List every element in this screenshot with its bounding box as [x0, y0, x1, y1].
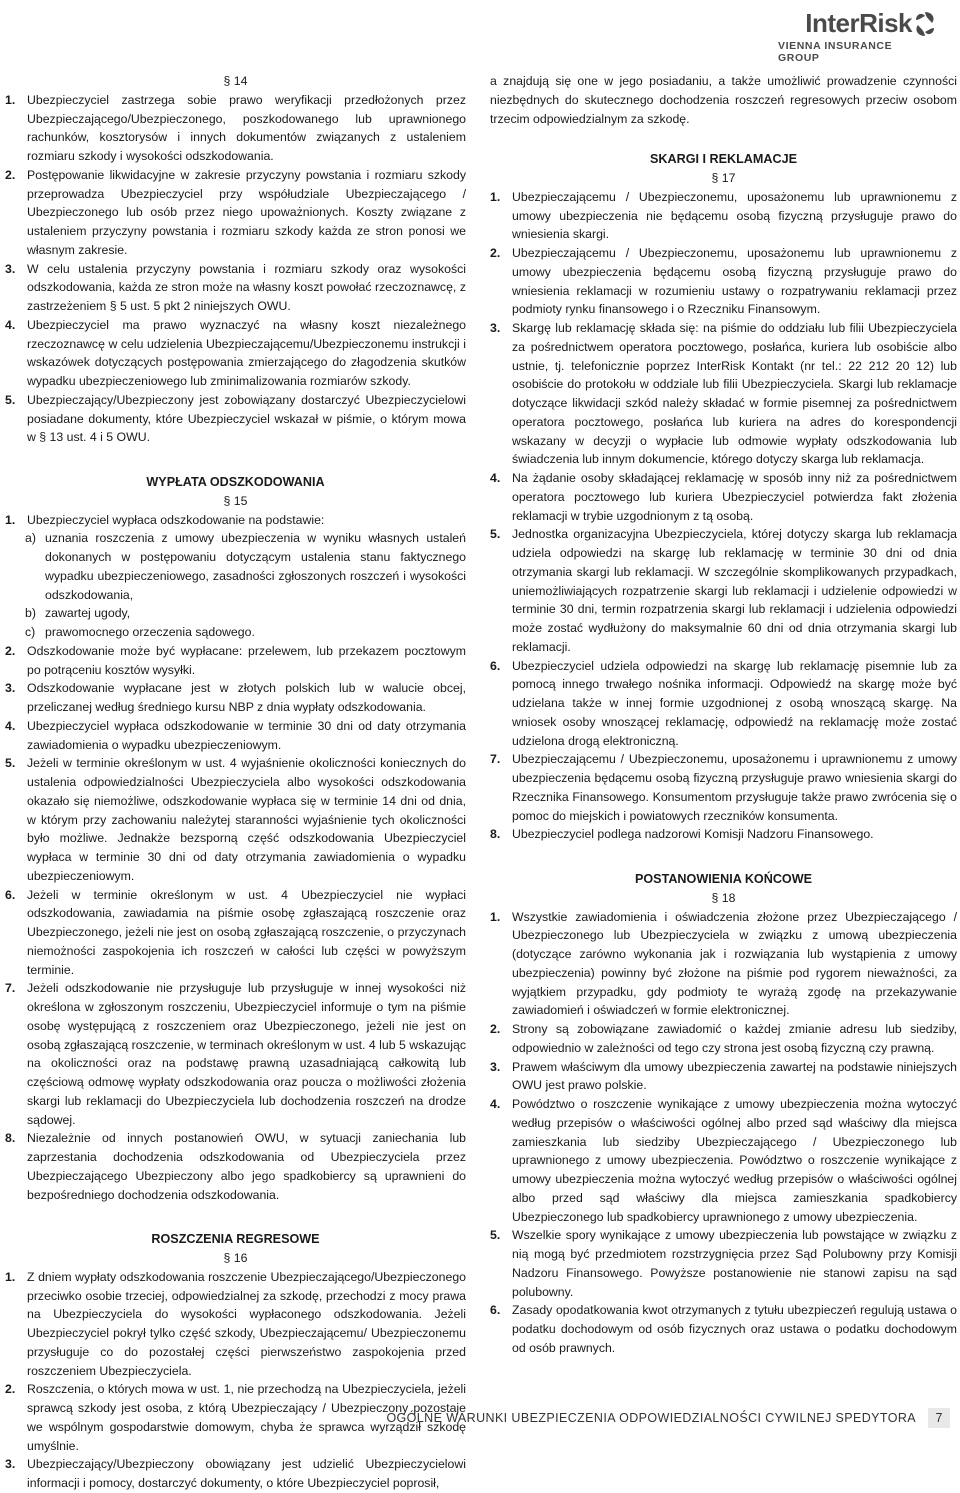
continued-paragraph: a znajdują się one w jego posiadaniu, a także umożliwić prowadzenie czynności niezbędnych do skutecznego dochodzenia roszczeń regresowych przeciw osobom trzecim odpowiedzialnym za szkodę. — [490, 74, 957, 126]
logo-subtitle: VIENNA INSURANCE GROUP — [778, 40, 893, 64]
list-item: 4. Na żądanie osoby składającej reklamację w sposób inny niż za pośrednictwem operatora pocztowego lub kuriera Ubezpieczyciel potwierdza fakt złożenia reklamacji w trybie uzgodnionym z tą osobą. — [490, 471, 957, 523]
list-item: 3. Skargę lub reklamację składa się: na piśmie do oddziału lub filii Ubezpieczyciela za pośrednictwem operatora pocztowego, posłańca, kuriera lub osobiście albo ustnie, tj. telefonicznie poprzez InterRisk Kontakt (nr tel.: 22 212 20 12) lub osobiście do protokołu w oddziale lub filii Ubezpieczyciela. Skargi lub reklamacje dotyczące likwidacji szkód należy składać w formie pisemnej za pośrednictwem operatora pocztowego, posłańca lub kuriera na adres do korespondencji wskazany w decyzji o wypłacie lub odmowie wypłaty odszkodowania lub świadczenia lub innym dokumencie, którego dotyczy skarga lub reklamacja. — [490, 321, 957, 467]
section-title-roszczenia: ROSZCZENIA REGRESOWE — [151, 1232, 320, 1247]
section-title-wyplata: WYPŁATA ODSZKODOWANIA — [146, 475, 325, 489]
list-item: 2. Ubezpieczającemu / Ubezpieczonemu, uposażonemu lub uprawnionemu z umowy ubezpieczenia będącemu osobą fizyczną przysługuje prawo do wniesienia reklamacji w rozumieniu ustawy o rozpatrywaniu reklamacji przez podmioty rynku finansowego i o Rzeczniku Finansowym. — [490, 246, 957, 317]
leaf-logo-icon — [912, 10, 938, 38]
section-17-label: § 17 — [711, 171, 736, 185]
logo-name: InterRisk — [805, 8, 912, 38]
list-item: 4. Powództwo o roszczenie wynikające z umowy ubezpieczenia można wytoczyć według przepisów o właściwości ogólnej albo przed sąd właściwy dla miejsca zamieszkania lub siedziby Ubezpieczającego / Ubezpieczonego lub uprawnionego z umowy ubezpieczenia. Powództwo o roszczenie wynikające z umowy ubezpieczenia można wytoczyć według przepisów o właściwości ogólnej albo przed sąd właściwy dla miejsca zamieszkania spadkobiercy Ubezpieczonego lub spadkobiercy uprawnionego z umowy ubezpieczenia. — [490, 1097, 957, 1224]
list-item: 5. Jeżeli w terminie określonym w ust. 4 wyjaśnienie okoliczności koniecznych do ustalenia odpowiedzialności Ubezpieczyciela albo wysokości odszkodowania okazało się niemożliwe, odszkodowanie wypłaca się w terminie 14 dni od dnia, w którym przy zachowaniu należytej staranności wyjaśnienie tych okoliczności było możliwe. Jednakże bezsporną część odszkodowania Ubezpieczyciel wypłaca w terminie 30 dni od daty otrzymania zawiadomienia o wypadku ubezpieczeniowym. — [5, 756, 466, 883]
section-14-list — [5, 91, 466, 447]
list-item: 5. Ubezpieczający/Ubezpieczony jest zobowiązany dostarczyć Ubezpieczycielowi posiadane dokumenty, które Ubezpieczyciel wskazał w piśmie, o którym mowa w § 13 ust. 4 i 5 OWU. — [5, 392, 466, 445]
list-item: 1. Wszystkie zawiadomienia i oświadczenia złożone przez Ubezpieczającego / Ubezpieczonego lub Ubezpieczyciela w związku z umową ubezpieczenia (dotyczące zarówno wykonania jak i rozwiązania lub wystąpienia z umowy ubezpieczenia) powinny być złożone na piśmie pod rygorem nieważności, za wyjątkiem przypadku, gdy podmioty te wyrażą zgodę na przekazywanie zawiadomień i oświadczeń w formie elektronicznej. — [490, 909, 957, 1018]
list-item: 6. Zasady opodatkowania kwot otrzymanych z tytułu ubezpieczeń regulują ustawa o podatku dochodowym od osób fizycznych oraz ustawa o podatku dochodowym od osób prawnych. — [490, 1303, 957, 1355]
list-item: 2. Strony są zobowiązane zawiadomić o każdej zmianie adresu lub siedziby, odpowiednio w zależności od tego czy strona jest osobą fizyczną czy prawną. — [490, 1022, 957, 1055]
list-item: 4. Ubezpieczyciel wypłaca odszkodowanie w terminie 30 dni od daty otrzymania zawiadomienia o wypadku ubezpieczeniowym. — [5, 718, 466, 752]
list-item: 1. Ubezpieczyciel wypłaca odszkodowanie na podstawie: — [5, 512, 325, 527]
sub-item: a) uznania roszczenia z umowy ubezpieczenia w wyniku własnych ustaleń dokonanych w postępowaniu dotyczącym ustalenia stanu faktycznego wypadku ubezpieczeniowego, zasadności zgłoszonych roszczeń i wysokości odszkodowania, — [25, 531, 466, 602]
list-item: 3. W celu ustalenia przyczyny powstania i rozmiaru szkody oraz wysokości odszkodowania, każda ze stron może na własny koszt powołać rzeczoznawcę, z zastrzeżeniem § 5 ust. 5 pkt 2 niniejszych OWU. — [5, 261, 466, 313]
page-footer — [386, 1407, 950, 1429]
right-column — [490, 72, 957, 1358]
list-item: 7. Jeżeli odszkodowanie nie przysługuje lub przysługuje w innej wysokości niż określona w zgłoszonym roszczeniu, Ubezpieczyciel informuje o tym na piśmie osobę występującą z roszczeniem oraz Ubezpieczonego, jeżeli nie jest on osobą zgłaszającą roszczenie, w terminach określonym w ust. 4 lub 5 wskazując na okoliczności oraz na podstawę prawną uzasadniającą całkowitą lub częściową odmowę wypłaty odszkodowania oraz poucza o możliwości złożenia skargi lub reklamacji do Ubezpieczyciela lub dochodzenia roszczeń na drodze sądowej. — [5, 981, 466, 1127]
list-item: 6. Jeżeli w terminie określonym w ust. 4 Ubezpieczyciel nie wypłaci odszkodowania, zawiadamia na piśmie osobę zgłaszającą roszczenie oraz Ubezpieczonego, jeżeli nie jest on osobą zgłaszającą roszczenie, o przyczynach niemożności zaspokojenia ich roszczeń w całości lub części w powyższym terminie. — [5, 887, 466, 977]
list-item: 8. Ubezpieczyciel podlega nadzorowi Komisji Nadzoru Finansowego. — [490, 827, 874, 842]
interrisk-logo — [778, 6, 948, 64]
sub-item: c) prawomocnego orzeczenia sądowego. — [25, 625, 255, 639]
list-item: 3. Ubezpieczający/Ubezpieczony obowiązany jest udzielić Ubezpieczycielowi informacji i pomocy, dostarczyć dokumenty, o które Ubezpieczyciel poprosił, — [5, 1457, 466, 1490]
list-item: 2. Roszczenia, o których mowa w ust. 1, nie przechodzą na Ubezpieczyciela, jeżeli sprawcą szkody jest osoba, z którą Ubezpieczający / Ubezpieczony pozostaje we wspólnym gospodarstwie domowym, chyba że sprawca wyrządził szkodę umyślnie. — [5, 1382, 466, 1453]
list-item: 3. Prawem właściwym dla umowy ubezpieczenia zawartej na podstawie niniejszych OWU jest prawo polskie. — [490, 1059, 957, 1093]
document-title: OGÓLNE WARUNKI UBEZPIECZENIA ODPOWIEDZIALNOŚCI CYWILNEJ SPEDYTORA — [386, 1411, 916, 1425]
section-15-label: § 15 — [223, 493, 248, 508]
section-18-label: § 18 — [711, 890, 736, 905]
list-item: 1. Ubezpieczającemu / Ubezpieczonemu, uposażonemu lub uprawnionemu z umowy ubezpieczenia nie będącemu osobą fizyczną przysługuje prawo do wniesienia skargi. — [490, 189, 957, 242]
list-item: 1. Z dniem wypłaty odszkodowania roszczenie Ubezpieczającego/Ubezpieczonego przeciwko osobie trzeciej, odpowiedzialnej za szkodę, przechodzi z mocy prawa na Ubezpieczyciela do wysokości wypłaconego odszkodowania. Jeżeli Ubezpieczyciel pokrył tylko część szkody, Ubezpieczającemu/ Ubezpieczonemu przysługuje co do pozostałej części pierwszeństwo zaspokojenia przed roszczeniem Ubezpieczyciela. — [5, 1269, 466, 1378]
list-item: 6. Ubezpieczyciel udziela odpowiedzi na skargę lub reklamację pisemnie lub za pomocą innego trwałego nośnika informacji. Odpowiedź na skargę może być udzielana także w innej formie uzgodnionej z osobą wnoszącą skargę. Na wniosek osoby wnoszącej reklamację, odpowiedź na reklamację może zostać udzielona drogą elektroniczną. — [490, 658, 957, 748]
list-item: 4. Ubezpieczyciel ma prawo wyznaczyć na własny koszt niezależnego rzeczoznawcę w celu udzielenia Ubezpieczającemu/Ubezpieczonemu instrukcji i wskazówek dotyczących postępowania zmierzającego do złagodzenia skutków wypadku ubezpieczeniowego lub zminimalizowania rozmiarów szkody. — [5, 317, 466, 388]
sub-item: b) zawartej ugody, — [25, 606, 131, 621]
list-item: 2. Odszkodowanie może być wypłacane: przelewem, lub przekazem pocztowym po potrąceniu kosztów wysyłki. — [5, 643, 466, 677]
list-item: 8. Niezależnie od innych postanowień OWU, w sytuacji zaniechania lub zaprzestania dochodzenia odszkodowania od Ubezpieczyciela przez Ubezpieczającego Ubezpieczony albo jego spadkobiercy są uprawnieni do bezpośredniego dochodzenia odszkodowania. — [5, 1131, 466, 1202]
list-item: 2. Postępowanie likwidacyjne w zakresie przyczyny powstania i rozmiaru szkody przeprowadza Ubezpieczyciel przy współudziale Ubezpieczającego / Ubezpieczonego lub osób przez niego upoważnionych. Koszty związane z ustaleniem przyczyny powstania i rozmiaru szkody każda ze stron ponosi we własnym zakresie. — [5, 167, 466, 257]
left-column — [5, 72, 466, 1493]
section-title-postanowienia: POSTANOWIENIA KOŃCOWE — [634, 872, 812, 886]
section-16-label: § 16 — [223, 1251, 248, 1265]
page-number: 7 — [928, 1408, 950, 1428]
list-item: 5. Jednostka organizacyjna Ubezpieczyciela, której dotyczy skarga lub reklamacja udziela odpowiedzi na skargę lub reklamację w terminie 30 dni od dnia otrzymania skargi lub reklamacji. W szczególnie skomplikowanych przypadkach, uniemożliwiających rozpatrzenie skargi lub reklamacji i udzielenie odpowiedzi w terminie 30 dni, termin rozpatrzenia skargi lub reklamacji i udzielenia odpowiedzi może zostać wydłużony do maksymalnie 60 dni od dnia otrzymania skargi lub reklamacji. — [490, 527, 957, 654]
list-item: 1. Ubezpieczyciel zastrzega sobie prawo weryfikacji przedłożonych przez Ubezpieczającego/Ubezpieczonego, poszkodowanego lub uprawnionego rachunków, kosztorysów i innych dokumentów związanych z ustaleniem rozmiaru szkody i wysokości odszkodowania. — [5, 92, 466, 163]
list-item: 3. Odszkodowanie wypłacane jest w złotych polskich lub w walucie obcej, przeliczanej według średniego kursu NBP z dnia wypłaty odszkodowania. — [5, 681, 466, 714]
section-title-skargi: SKARGI I REKLAMACJE — [650, 152, 797, 167]
list-item: 7. Ubezpieczającemu / Ubezpieczonemu, uposażonemu i uprawnionemu z umowy ubezpieczenia będącemu osobą fizyczną przysługuje prawo wniesienia skargi do Rzecznika Finansowego. Konsumentom przysługuje także prawo zwrócenia się o pomoc do miejskich i powiatowych rzeczników konsumenta. — [490, 752, 957, 823]
list-item: 5. Wszelkie spory wynikające z umowy ubezpieczenia lub powstające w związku z nią mogą być przedmiotem rozstrzygnięcia przez Sąd Polubowny przy Komisji Nadzoru Finansowego. Powyższe postanowienie nie stanowi zapisu na sąd polubowny. — [490, 1228, 957, 1299]
section-14-label: § 14 — [223, 74, 248, 88]
